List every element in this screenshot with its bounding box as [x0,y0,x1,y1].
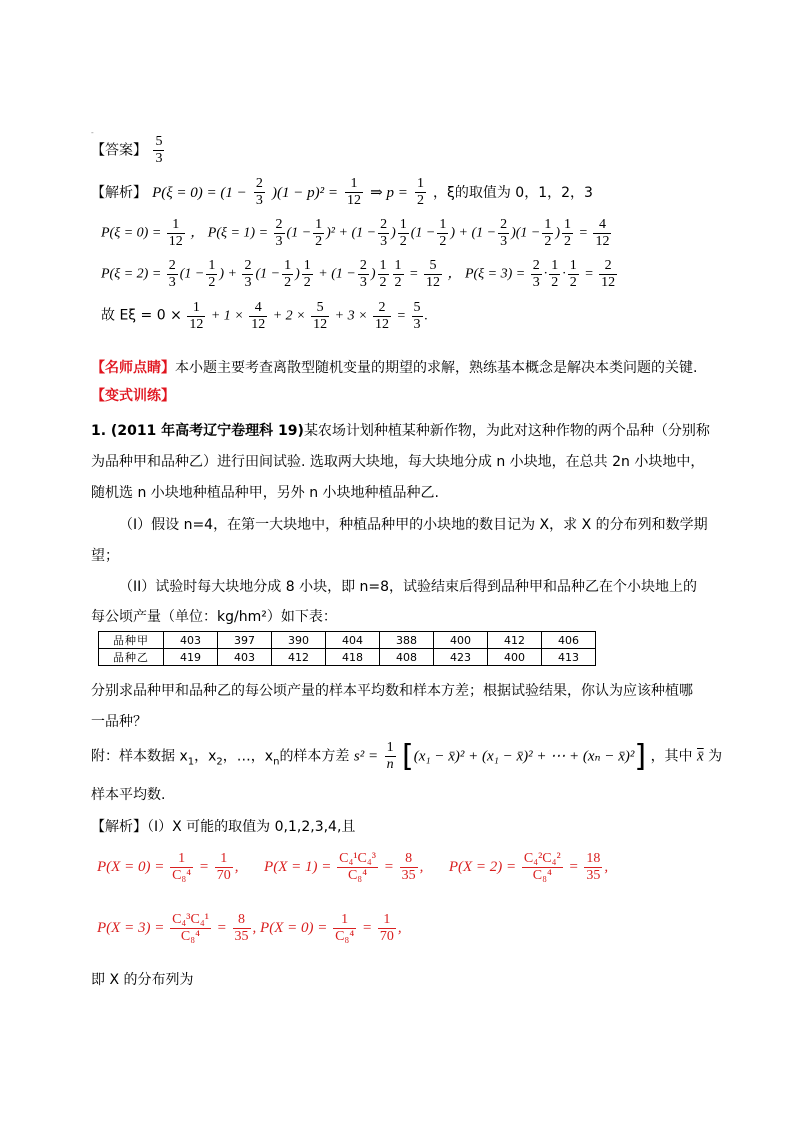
fraction: $\frac{2}{3}$ [255,176,263,208]
row-header: 品种甲 [99,632,164,649]
fraction: $\frac{5}{12}$ [425,258,440,290]
fraction: $\frac{1}{2}$ [379,258,387,290]
variant-training-tag: 【变式训练】 [91,388,175,404]
table-cell: 418 [326,649,380,666]
fraction: $\frac{8}{35}$ [401,851,416,883]
analysis-tag: 【解析】 [91,185,147,201]
problem-line-1: 1. (2011 年高考辽宁卷理科 19)某农场计划种植某种新作物，为此对这种作物的两个品种（分别称 [91,423,710,439]
teacher-note-tag: 【名师点睛】 [91,360,175,376]
fraction: $\frac{1}{\text{C₈⁴}}$ [172,851,192,883]
fraction: $\frac{1}{2}$ [416,176,424,208]
fraction: $\frac{1}{2}$ [544,217,552,249]
variance-note: 附：样本数据 $x_1$，$x_2$，…，$x_n$的样本方差 s² = $\frac{1}{n}$ [(x₁ − x̄)² + (x₁ − x̄)² + ⋯ + (xₙ − x̄)²] ，其中 x̄ 为 [91,738,723,774]
table-cell: 406 [542,632,596,649]
fraction: $\frac{8}{35}$ [234,912,249,944]
fraction: $\frac{1}{2}$ [303,258,311,290]
fraction: $\frac{\text{C₄¹C₄³}}{\text{C₈⁴}}$ [339,851,376,883]
table-cell: 413 [542,649,596,666]
fraction: $\frac{5}{12}$ [313,300,328,332]
table-cell: 412 [488,632,542,649]
probability-line-3: P(ξ = 2) = $\frac{2}{3}$ (1 − $\frac{1}{2}$ ) + $\frac{2}{3}$ (1 − $\frac{1}{2}$ ) $\frac{1}{2}$ + (1 − $\frac{2}{3}$ ) $\frac{1}{2}$ $\frac{1}{2}$ = $\frac{5}{12}$ ， P(ξ = 3) = $\frac{2}{3}$ · $\frac{1}{2}$ · $\frac{1}{2}$ = $\frac{2}{12}$ [101,258,616,290]
fraction: $\frac{2}{3}$ [359,258,367,290]
table-cell: 400 [434,632,488,649]
solution-eq-row-1: P(X = 0) = $\frac{1}{\text{C₈⁴}}$ = $\frac{1}{70}$ , P(X = 1) = $\frac{\text{C₄¹C₄³}}{\text{C₈⁴}}$ = $\frac{8}{35}$ , P(X = 2) = $\frac{\text{C₄²C₄²}}{\text{C₈⁴}}$ = $\frac{18}{35}$ , [97,851,609,883]
table-cell: 423 [434,649,488,666]
fraction: $\frac{1}{2}$ [439,217,447,249]
solution-eq-row-2: P(X = 3) = $\frac{\text{C₄³C₄¹}}{\text{C₈⁴}}$ = $\frac{8}{35}$ , P(X = 0) = $\frac{1}{\text{C₈⁴}}$ = $\frac{1}{70}$ , [97,912,402,944]
fraction: $\frac{2}{3}$ [244,258,252,290]
problem-source: 1. (2011 年高考辽宁卷理科 19) [91,423,304,439]
problem-line-3: 随机选 n 小块地种植品种甲，另外 n 小块地种植品种乙. [91,485,439,501]
fraction: $\frac{1}{\text{C₈⁴}}$ [335,912,355,944]
variance-sum: (x₁ − x̄)² + (x₁ − x̄)² + ⋯ + (xₙ − x̄)² [413,748,635,765]
table-cell: 419 [164,649,218,666]
probability-line-2: P(ξ = 0) = $\frac{1}{12}$ ， P(ξ = 1) = $\frac{2}{3}$ (1 − $\frac{1}{2}$ )² + (1 − $\frac{2}{3}$ ) $\frac{1}{2}$ (1 − $\frac{1}{2}$ ) + (1 − $\frac{2}{3}$ )(1 − $\frac{1}{2}$ ) $\frac{1}{2}$ = $\frac{4}{12}$ [101,217,610,249]
fraction: $\frac{1}{2}$ [569,258,577,290]
distribution-intro: 即 X 的分布列为 [91,972,194,988]
fraction: $\frac{1}{12}$ [168,217,183,249]
after-table-line-3: 样本平均数. [91,787,166,803]
table-cell: 403 [164,632,218,649]
problem-line-2: 为品种甲和品种乙）进行田间试验. 选取两大块地，每大块地分成 n 小块地，在总共 2n 小块地中， [91,454,705,470]
analysis-line-1: 【解析】 P(ξ = 0) = (1 − $\frac{2}{3}$ )(1 − p)² = $\frac{1}{12}$ ⇒ p = $\frac{1}{2}$ ，ξ的取值为 0，1，2，3 [91,176,593,208]
after-table-line-1: 分别求品种甲和品种乙的每公顷产量的样本平均数和样本方差；根据试验结果，你认为应该种植哪 [91,683,693,699]
row-header: 品种乙 [99,649,164,666]
table-row [99,649,596,666]
fraction: $\frac{1}{2}$ [208,258,216,290]
fraction: $\frac{5}{3}$ [413,300,421,332]
yield-table [98,631,596,666]
fraction: $\frac{1}{70}$ [379,912,394,944]
answer-line [91,134,166,167]
problem-part-2a: （II）试验时每大块地分成 8 小块，即 n=8，试验结束后得到品种甲和品种乙在个小块地上的 [119,579,698,595]
table-cell: 412 [272,649,326,666]
teacher-note: 【名师点睛】本小题主要考查离散型随机变量的期望的求解，熟练基本概念是解决本类问题的关键. [91,360,698,376]
fraction: $\frac{2}{3}$ [380,217,388,249]
table-cell: 390 [272,632,326,649]
solution-tag: 【解析】 [91,819,147,835]
fraction: $\frac{1}{2}$ [564,217,572,249]
fraction: $\frac{1}{70}$ [216,851,231,883]
table-cell: 408 [380,649,434,666]
solution-intro: 【解析】（I）X 可能的取值为 0,1,2,3,4,且 [91,819,356,835]
fraction: $\frac{1}{2}$ [284,258,292,290]
fraction: $\frac{18}{35}$ [586,851,601,883]
fraction: $\frac{4}{12}$ [251,300,266,332]
fraction: $\frac{1}{2}$ [315,217,323,249]
problem-part-1b: 望； [91,548,119,564]
fraction: $\frac{2}{3}$ [275,217,283,249]
fraction: $\frac{2}{3}$ [168,258,176,290]
table-cell: 388 [380,632,434,649]
expectation-line: 故 Eξ = 0 × $\frac{1}{12}$ + 1 × $\frac{4}{12}$ + 2 × $\frac{5}{12}$ + 3 × $\frac{2}{12}$ = $\frac{5}{3}$ . [101,300,428,332]
fraction: $\frac{4}{12}$ [595,217,610,249]
fraction: $\frac{1}{12}$ [347,176,362,208]
fraction: $\frac{1}{n}$ [386,740,394,772]
problem-part-2b: 每公顷产量（单位：kg/hm²）如下表： [91,609,337,625]
after-table-line-2: 一品种？ [91,714,147,730]
answer-fraction: $\frac{5}{3}$ [155,134,163,166]
fraction: $\frac{1}{12}$ [189,300,204,332]
fraction: $\frac{2}{3}$ [532,258,540,290]
problem-part-1a: （I）假设 n=4，在第一大块地中，种植品种甲的小块地的数目记为 X，求 X 的分布列和数学期 [119,517,708,533]
fraction: $\frac{1}{2}$ [394,258,402,290]
table-cell: 400 [488,649,542,666]
fraction: $\frac{2}{12}$ [601,258,616,290]
answer-tag: 【答案】 [91,142,147,159]
fraction: $\frac{1}{2}$ [399,217,407,249]
table-row [99,632,596,649]
fraction: $\frac{\text{C₄²C₄²}}{\text{C₈⁴}}$ [523,851,561,883]
fraction: $\frac{2}{3}$ [500,217,508,249]
fraction: $\frac{\text{C₄³C₄¹}}{\text{C₈⁴}}$ [172,912,209,944]
table-cell: 403 [218,649,272,666]
fraction: $\frac{1}{2}$ [551,258,559,290]
table-cell: 404 [326,632,380,649]
table-cell: 397 [218,632,272,649]
fraction: $\frac{2}{12}$ [375,300,390,332]
corner-mark: ‐ [91,128,94,137]
